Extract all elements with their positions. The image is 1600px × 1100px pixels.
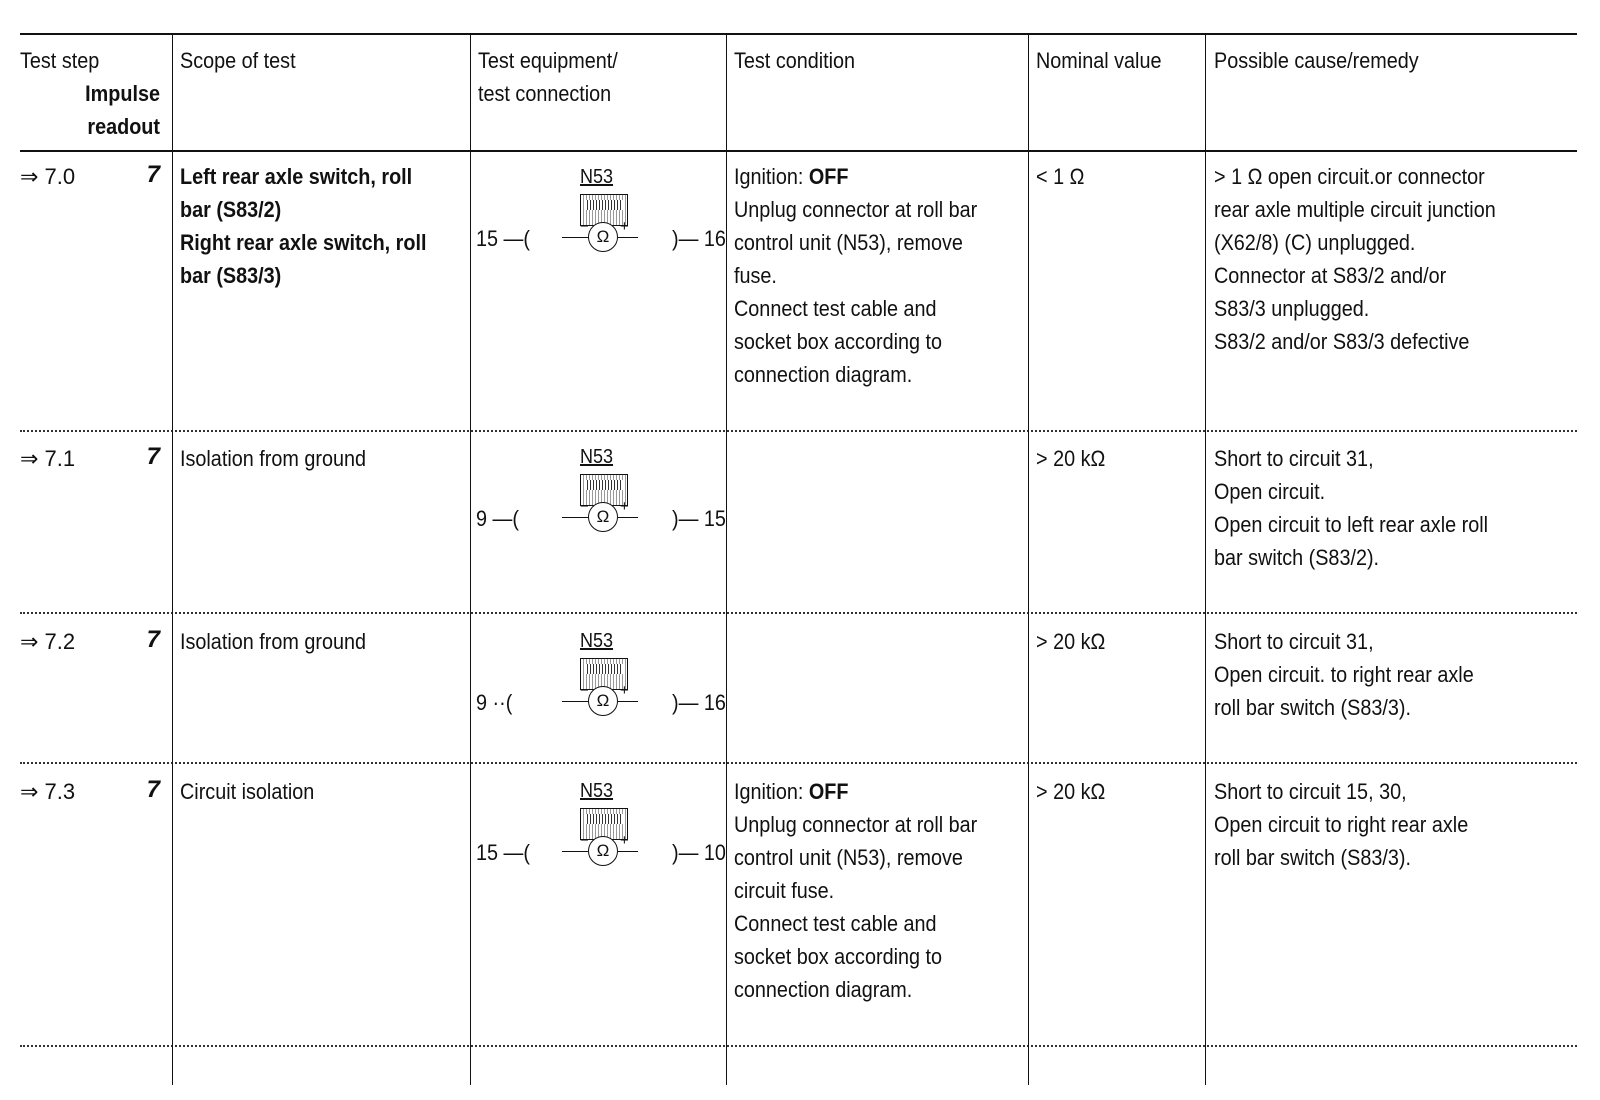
test-step-number: ⇒ 7.0 [20, 164, 76, 189]
pin-right: )— 16 [672, 226, 726, 251]
control-unit-label: N53 [580, 446, 614, 468]
test-step-number: ⇒ 7.3 [20, 779, 76, 804]
scope-of-test: Isolation from ground [180, 446, 367, 471]
minus-sign: − [580, 682, 589, 699]
plus-sign: + [620, 682, 629, 699]
minus-sign: − [580, 218, 589, 235]
header-condition: Test condition [734, 48, 856, 73]
ohmmeter-icon: Ω [588, 836, 618, 866]
impulse-readout: 7 [146, 776, 160, 803]
column-divider [1028, 33, 1029, 1085]
plus-sign: + [620, 218, 629, 235]
impulse-readout: 7 [146, 161, 160, 188]
control-unit-label: N53 [580, 780, 614, 802]
plus-sign: + [620, 498, 629, 515]
ohmmeter-icon: Ω [588, 502, 618, 532]
header-readout: readout [87, 114, 160, 139]
column-divider [726, 33, 727, 1085]
header-impulse: Impulse [85, 81, 160, 106]
test-lead [618, 237, 638, 238]
possible-cause: Short to circuit 15, 30, Open circuit to right rear axle roll bar switch (S83/3). [1214, 779, 1469, 870]
nominal-value: > 20 kΩ [1036, 779, 1106, 804]
pin-left: 15 —( [476, 840, 530, 865]
test-lead [618, 701, 638, 702]
nominal-value: > 20 kΩ [1036, 446, 1106, 471]
possible-cause: Short to circuit 31, Open circuit. to right rear axle roll bar switch (S83/3). [1214, 629, 1474, 720]
scope-of-test: Circuit isolation [180, 779, 315, 804]
row-divider [20, 430, 1577, 432]
test-lead [562, 701, 588, 702]
nominal-value: < 1 Ω [1036, 164, 1085, 189]
table-top-rule [20, 33, 1577, 35]
header-bottom-rule [20, 150, 1577, 152]
test-connection-diagram [476, 446, 726, 556]
test-condition: Ignition: OFF Unplug connector at roll bar control unit (N53), remove circuit fuse. Connect test cable and socket box according to connection diagram. [734, 779, 978, 1002]
plus-sign: + [620, 832, 629, 849]
header-cause: Possible cause/remedy [1214, 48, 1419, 73]
test-lead [618, 517, 638, 518]
row-divider [20, 762, 1577, 764]
column-divider [1205, 33, 1206, 1085]
nominal-value: > 20 kΩ [1036, 629, 1106, 654]
control-unit-label: N53 [580, 630, 614, 652]
pin-right: )— 16 [672, 690, 726, 715]
ohmmeter-icon: Ω [588, 686, 618, 716]
test-connection-diagram [476, 166, 726, 276]
scope-of-test: Isolation from ground [180, 629, 367, 654]
impulse-readout: 7 [146, 443, 160, 470]
pin-right: )— 15 [672, 506, 726, 531]
header-equipment: Test equipment/ [478, 48, 618, 73]
ohmmeter-icon: Ω [588, 222, 618, 252]
test-lead [562, 237, 588, 238]
test-connection-diagram [476, 630, 726, 740]
minus-sign: − [580, 832, 589, 849]
pin-left: 9 —( [476, 506, 519, 531]
pin-right: )— 10 [672, 840, 726, 865]
column-divider [470, 33, 471, 1085]
header-test-step: Test step [20, 48, 100, 73]
possible-cause: Short to circuit 31, Open circuit. Open circuit to left rear axle roll bar switch (S83/2). [1214, 446, 1489, 570]
pin-left: 9 ··( [476, 690, 513, 715]
test-connection-diagram [476, 780, 726, 890]
header-scope: Scope of test [180, 48, 296, 73]
scope-of-test: Left rear axle switch, roll bar (S83/2) Right rear axle switch, roll bar (S83/3) [180, 164, 427, 288]
test-lead [562, 851, 588, 852]
column-divider [172, 33, 173, 1085]
control-unit-label: N53 [580, 166, 614, 188]
test-lead [618, 851, 638, 852]
table-bottom-rule [20, 1045, 1577, 1047]
test-lead [562, 517, 588, 518]
possible-cause: > 1 Ω open circuit.or connector rear axle multiple circuit junction (X62/8) (C) unplugged. Connector at S83/2 and/or S83/3 unplugged. S83/2 and/or S83/3 defective [1214, 164, 1496, 354]
minus-sign: − [580, 498, 589, 515]
row-divider [20, 612, 1577, 614]
test-condition: Ignition: OFF Unplug connector at roll bar control unit (N53), remove fuse. Connect test cable and socket box according to connection diagram. [734, 164, 978, 387]
header-nominal: Nominal value [1036, 48, 1162, 73]
impulse-readout: 7 [146, 626, 160, 653]
header-connection: test connection [478, 81, 612, 106]
pin-left: 15 —( [476, 226, 530, 251]
test-step-number: ⇒ 7.2 [20, 629, 76, 654]
test-step-number: ⇒ 7.1 [20, 446, 76, 471]
